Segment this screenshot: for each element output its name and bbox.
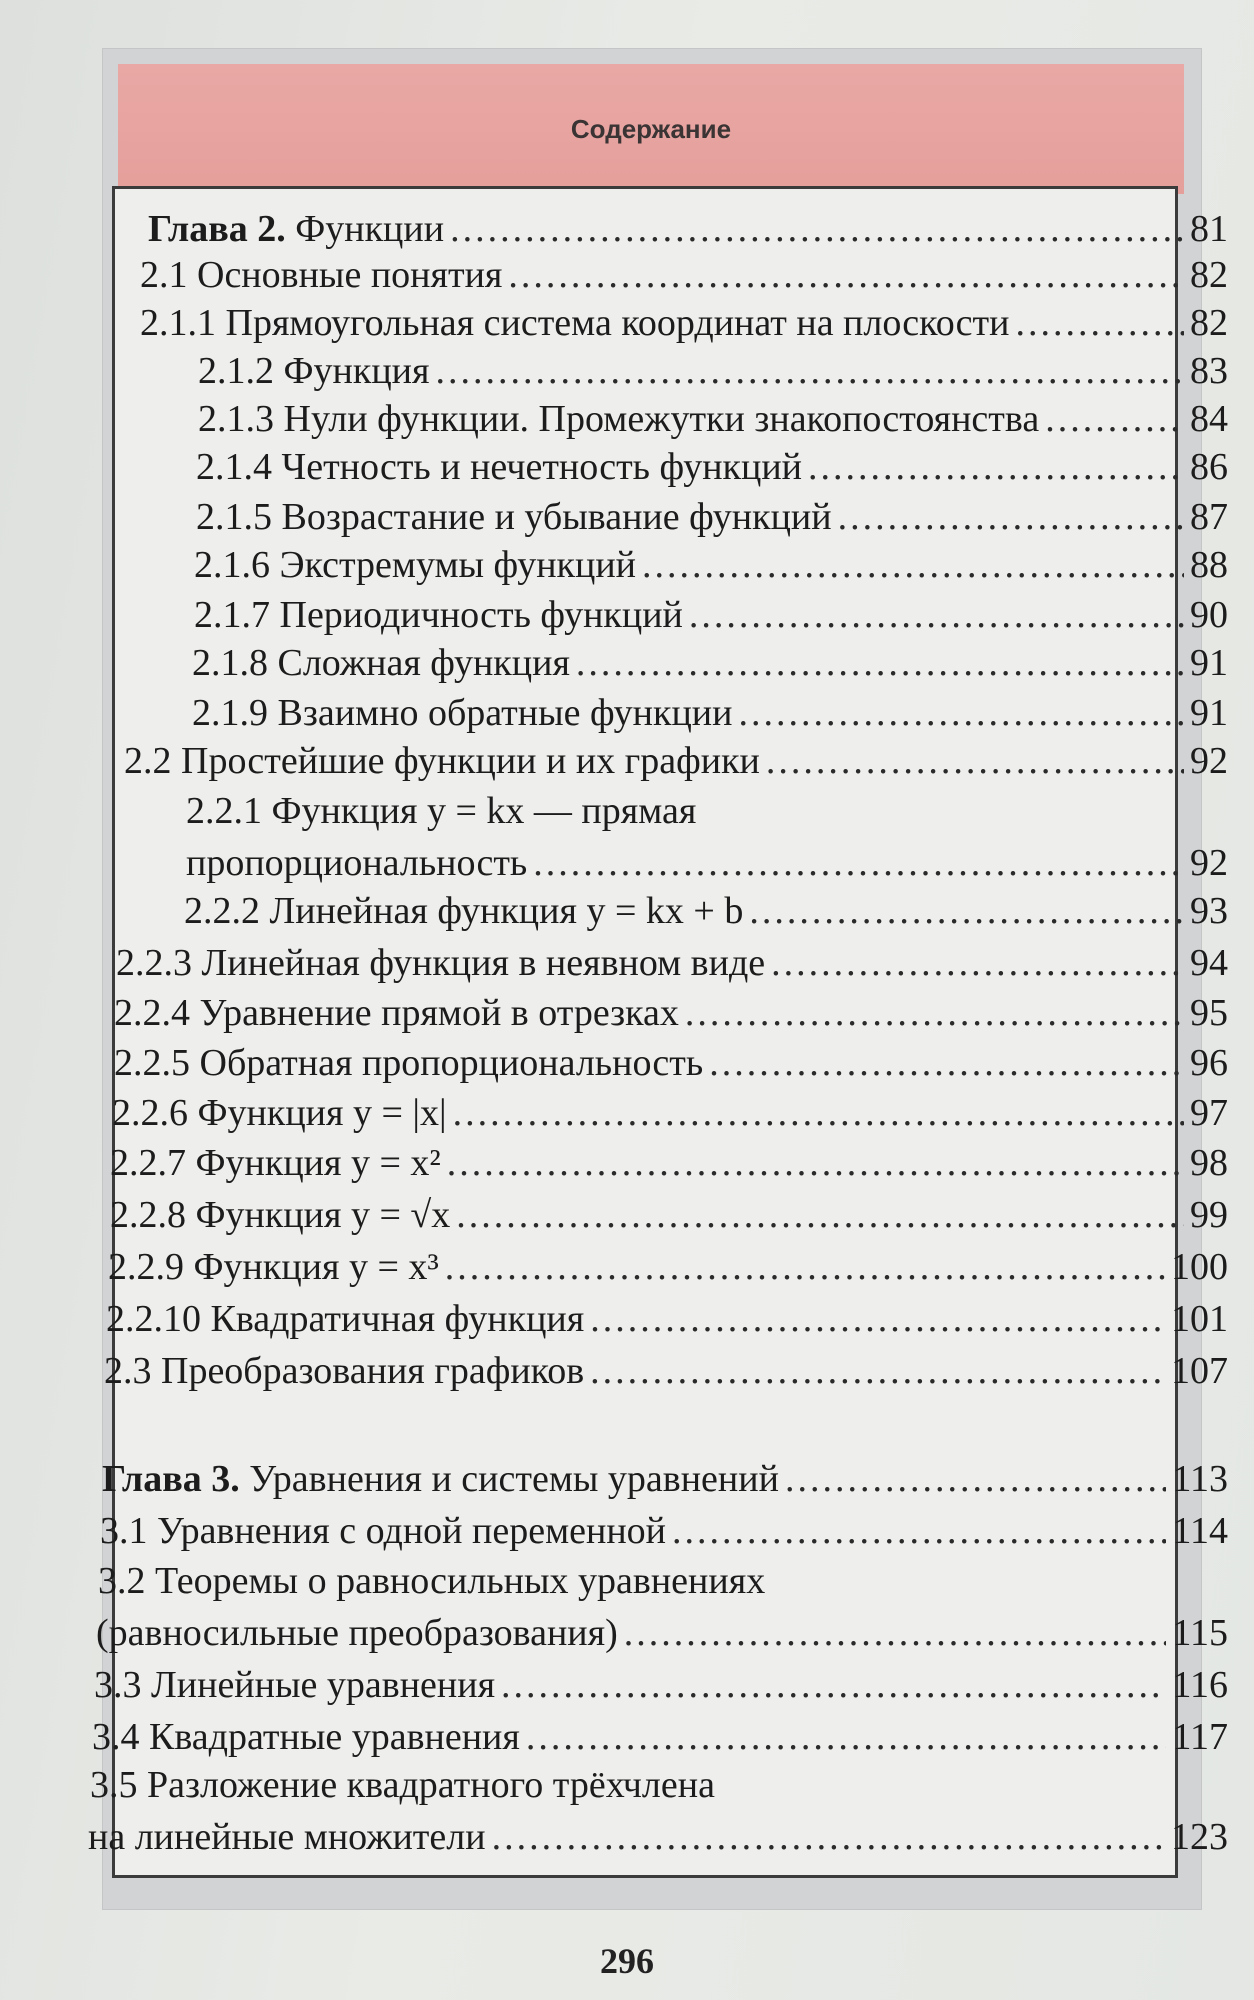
toc-page-number: 91	[1190, 692, 1228, 734]
toc-page-number: 117	[1172, 1716, 1228, 1758]
toc-title: 2.1.8 Сложная функция	[192, 642, 570, 684]
toc-title-line1: 3.2 Теоремы о равносильных уравнениях	[98, 1560, 766, 1602]
toc-row[interactable]	[184, 888, 1228, 934]
toc-row[interactable]	[140, 300, 1228, 346]
dot-leader	[689, 592, 1184, 638]
toc-row[interactable]	[88, 1814, 1228, 1860]
toc-title: 2.2.3 Линейная функция в неявном виде	[116, 942, 766, 984]
toc-row[interactable]	[198, 396, 1228, 442]
dot-leader	[642, 542, 1184, 588]
chapter-label: Глава 3.	[102, 1458, 240, 1500]
toc-title: 2.1.4 Четность и нечетность функций	[196, 446, 802, 488]
dot-leader	[492, 1814, 1165, 1860]
toc-row[interactable]	[196, 444, 1228, 490]
toc-title: 2.1.6 Экстремумы функций	[194, 544, 637, 586]
toc-row[interactable]	[148, 206, 1228, 252]
dot-leader	[456, 1192, 1184, 1238]
toc-page-number: 113	[1172, 1458, 1228, 1500]
toc-page-number: 114	[1172, 1510, 1228, 1552]
toc-title: 2.2.9 Функция y = x³	[108, 1246, 439, 1288]
toc-row[interactable]	[194, 542, 1228, 588]
toc-row[interactable]	[124, 738, 1228, 784]
toc-title: 2.2.5 Обратная пропорциональность	[114, 1042, 704, 1084]
toc-row[interactable]	[196, 494, 1228, 540]
dot-leader	[685, 990, 1184, 1036]
toc-page-number: 88	[1190, 544, 1228, 586]
toc-title: 2.2.6 Функция y = |x|	[112, 1092, 447, 1134]
toc-row[interactable]	[94, 1662, 1228, 1708]
dot-leader	[766, 738, 1184, 784]
dot-leader	[749, 888, 1184, 934]
dot-leader	[445, 1244, 1165, 1290]
toc-page-number: 92	[1190, 842, 1228, 884]
toc-page-number: 81	[1190, 208, 1228, 250]
dot-leader	[624, 1610, 1167, 1656]
dot-leader	[508, 252, 1184, 298]
toc-row[interactable]	[110, 1140, 1228, 1186]
dot-leader	[672, 1508, 1166, 1554]
dot-leader	[808, 444, 1184, 490]
toc-row[interactable]	[116, 940, 1228, 986]
toc-title: на линейные множители	[88, 1816, 486, 1858]
dot-leader	[1045, 396, 1184, 442]
toc-page-number: 91	[1190, 642, 1228, 684]
toc-title: 2.2.7 Функция y = x²	[110, 1142, 441, 1184]
toc-row[interactable]	[192, 640, 1228, 686]
section-header	[118, 64, 1184, 194]
toc-page-number: 84	[1190, 398, 1228, 440]
toc-page-number: 116	[1172, 1664, 1228, 1706]
toc-page-number: 107	[1171, 1350, 1228, 1392]
toc-row[interactable]	[194, 592, 1228, 638]
dot-leader	[453, 1090, 1184, 1136]
toc-row[interactable]	[114, 990, 1228, 1036]
toc-title: 2.2.8 Функция y = √x	[110, 1194, 451, 1236]
toc-row[interactable]	[106, 1296, 1228, 1342]
toc-title: 2.3 Преобразования графиков	[104, 1350, 585, 1392]
toc-page-number: 115	[1172, 1612, 1228, 1654]
dot-leader	[447, 1140, 1184, 1186]
toc-page-number: 99	[1190, 1194, 1228, 1236]
toc-row[interactable]	[186, 840, 1228, 886]
toc-page-number: 86	[1190, 446, 1228, 488]
toc-title-line1: 2.2.1 Функция y = kx — прямая	[186, 790, 697, 832]
toc-page-number: 95	[1190, 992, 1228, 1034]
toc-page-number: 100	[1171, 1246, 1228, 1288]
toc-page-number: 90	[1190, 594, 1228, 636]
dot-leader	[1015, 300, 1184, 346]
dot-leader	[590, 1296, 1165, 1342]
toc-page-number: 82	[1190, 302, 1228, 344]
toc-row[interactable]	[140, 252, 1228, 298]
toc-title: 3.3 Линейные уравнения	[94, 1664, 496, 1706]
toc-page-number: 123	[1171, 1816, 1228, 1858]
toc-row[interactable]	[198, 348, 1228, 394]
dot-leader	[533, 840, 1184, 886]
dot-leader	[450, 206, 1184, 252]
toc-title: 2.2.4 Уравнение прямой в отрезках	[114, 992, 679, 1034]
section-title: Содержание	[570, 113, 732, 144]
toc-row[interactable]	[192, 690, 1228, 736]
toc-title: 2.2.2 Линейная функция y = kx + b	[184, 890, 744, 932]
toc-row[interactable]	[100, 1508, 1228, 1554]
dot-leader	[771, 940, 1184, 986]
toc-row[interactable]	[112, 1090, 1228, 1136]
toc-row[interactable]	[102, 1456, 1228, 1502]
toc-row[interactable]	[110, 1192, 1228, 1238]
toc-page-number: 92	[1190, 740, 1228, 782]
toc-page-number: 83	[1190, 350, 1228, 392]
toc-title: Функции	[285, 208, 445, 250]
toc-page-number: 94	[1190, 942, 1228, 984]
toc-row[interactable]	[104, 1348, 1228, 1394]
dot-leader	[576, 640, 1184, 686]
toc-title: (равносильные преобразования)	[96, 1612, 618, 1654]
toc-title: 3.1 Уравнения с одной переменной	[100, 1510, 666, 1552]
toc-page-number: 98	[1190, 1142, 1228, 1184]
dot-leader	[590, 1348, 1165, 1394]
toc-page-number: 87	[1190, 496, 1228, 538]
toc-row[interactable]	[96, 1610, 1228, 1656]
toc-page-number: 93	[1190, 890, 1228, 932]
dot-leader	[526, 1714, 1167, 1760]
toc-row[interactable]	[92, 1714, 1228, 1760]
dot-leader	[738, 690, 1184, 736]
toc-title: 2.1.3 Нули функции. Промежутки знакопостоянства	[198, 398, 1040, 440]
dot-leader	[838, 494, 1184, 540]
toc-title: 3.4 Квадратные уравнения	[92, 1716, 520, 1758]
dot-leader	[501, 1662, 1166, 1708]
toc-page-number: 96	[1190, 1042, 1228, 1084]
page-number: 296	[600, 1941, 654, 1981]
toc-title: 2.1 Основные понятия	[140, 254, 503, 296]
toc-title: Уравнения и системы уравнений	[239, 1458, 779, 1500]
toc-title: 2.2.10 Квадратичная функция	[106, 1298, 585, 1340]
toc-page-number: 82	[1190, 254, 1228, 296]
toc-title: 2.2 Простейшие функции и их графики	[124, 740, 760, 782]
toc-title: 2.1.5 Возрастание и убывание функций	[196, 496, 832, 538]
toc-title: 2.1.9 Взаимно обратные функции	[192, 692, 733, 734]
toc-title-line1: 3.5 Разложение квадратного трёхчлена	[90, 1764, 715, 1806]
toc-title: 2.1.2 Функция	[198, 350, 430, 392]
toc-title: 2.1.1 Прямоугольная система координат на плоскости	[140, 302, 1010, 344]
toc-row[interactable]	[114, 1040, 1228, 1086]
toc-title: пропорциональность	[186, 842, 528, 884]
dot-leader	[709, 1040, 1184, 1086]
dot-leader	[785, 1456, 1166, 1502]
toc-row[interactable]	[108, 1244, 1228, 1290]
chapter-label: Глава 2.	[148, 208, 286, 250]
toc-page-number: 101	[1171, 1298, 1228, 1340]
toc-page-number: 97	[1190, 1092, 1228, 1134]
dot-leader	[435, 348, 1184, 394]
toc-title: 2.1.7 Периодичность функций	[194, 594, 683, 636]
